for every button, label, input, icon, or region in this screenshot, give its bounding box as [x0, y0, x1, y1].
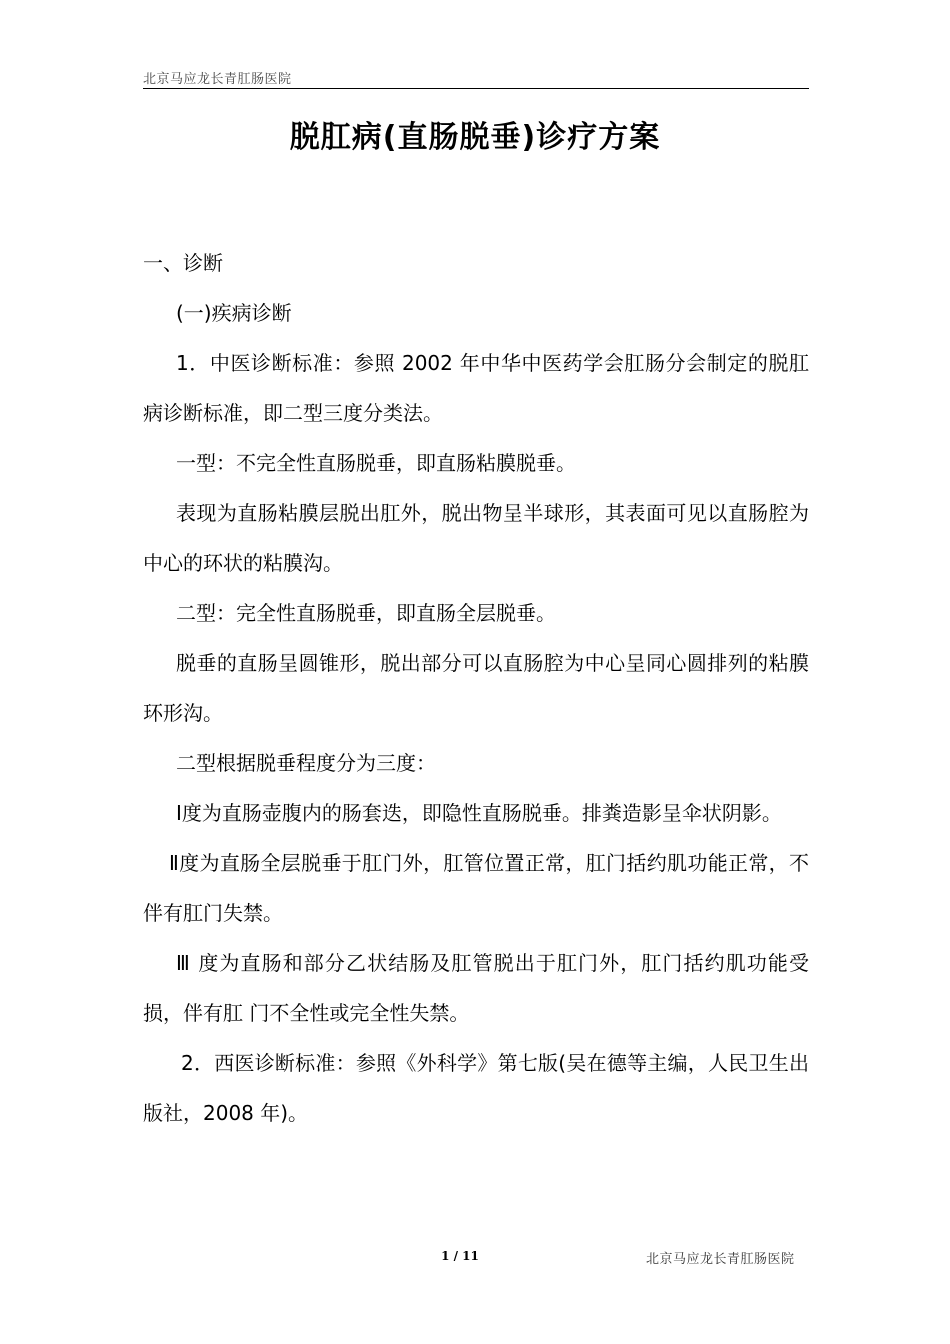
page-number: 1 / 11	[441, 1249, 479, 1263]
paragraph-type-one: 一型：不完全性直肠脱垂，即直肠粘膜脱垂。	[176, 451, 576, 475]
section-heading: 一、诊断	[143, 251, 223, 275]
footer-org: 北京马应龙长青肛肠医院	[646, 1252, 795, 1267]
paragraph-type-one-desc: 表现为直肠粘膜层脱出肛外，脱出物呈半球形，其表面可见以直肠腔为中心的环状的粘膜沟。	[143, 501, 809, 575]
paragraph-degree-three: Ⅲ 度为直肠和部分乙状结肠及肛管脱出于肛门外，肛门括约肌功能受损，伴有肛 门不全性或完全性失禁。	[143, 951, 809, 1025]
subsection-heading: (一)疾病诊断	[176, 301, 292, 325]
header-divider	[143, 88, 809, 89]
header-org: 北京马应龙长青肛肠医院	[143, 72, 292, 87]
document-title: 脱肛病(直肠脱垂)诊疗方案	[289, 120, 661, 155]
paragraph-degree-two: Ⅱ度为直肠全层脱垂于肛门外，肛管位置正常，肛门括约肌功能正常，不伴有肛门失禁。	[143, 851, 809, 925]
document-body	[143, 238, 809, 1138]
paragraph-tcm-criteria: 1．中医诊断标准：参照 2002 年中华中医药学会肛肠分会制定的脱肛病诊断标准，即二型三度分类法。	[143, 351, 809, 425]
paragraph-type-two-desc: 脱垂的直肠呈圆锥形，脱出部分可以直肠腔为中心呈同心圆排列的粘膜环形沟。	[143, 651, 809, 725]
paragraph-western-criteria: 2．西医诊断标准：参照《外科学》第七版(吴在德等主编，人民卫生出版社，2008 年)。	[143, 1051, 809, 1125]
paragraph-degree-one: Ⅰ度为直肠壶腹内的肠套迭，即隐性直肠脱垂。排粪造影呈伞状阴影。	[176, 801, 782, 825]
paragraph-type-two: 二型：完全性直肠脱垂，即直肠全层脱垂。	[176, 601, 556, 625]
paragraph-degrees-intro: 二型根据脱垂程度分为三度：	[176, 751, 436, 775]
